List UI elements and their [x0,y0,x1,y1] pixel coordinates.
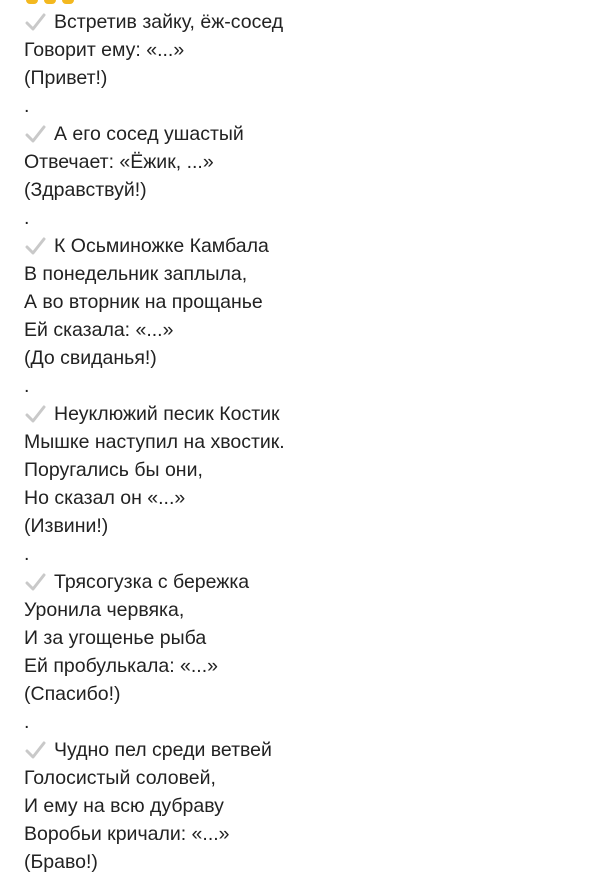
stanza-line: И за угощенье рыба [24,627,207,649]
stanza-separator-dot: . [24,711,30,733]
poem-text [24,8,590,876]
stanza-line: Ей сказала: «...» [24,319,174,341]
stanza-separator-dot: . [24,375,30,397]
stanza-separator-dot: . [24,207,30,229]
check-mark-icon [24,739,46,761]
stanza-first-line [24,232,590,260]
stanza-line: В понедельник заплыла, [24,263,248,285]
stanza-first-line [24,568,590,596]
line-text: Трясогузка с бережка [54,571,250,593]
stanza-line: И ему на всю дубраву [24,795,224,817]
stanza-line: Отвечает: «Ёжик, ...» [24,151,214,173]
stanza [24,568,590,736]
emoji-row-cropped [26,0,74,4]
stanza-line: Воробьи кричали: «...» [24,823,230,845]
stanza-line: (Извини!) [24,515,109,537]
line-text: К Осьминожке Камбала [54,235,269,257]
stanza [24,232,590,400]
stanza-separator-dot: . [24,543,30,565]
stanza [24,736,590,876]
stanza-separator-dot: . [24,95,30,117]
check-mark-icon [24,571,46,593]
emoji-icon [26,0,38,4]
stanza-first-line [24,736,590,764]
stanza-line: Поругались бы они, [24,459,203,481]
stanza [24,120,590,232]
check-mark-icon [24,235,46,257]
emoji-icon [44,0,56,4]
check-mark-icon [24,403,46,425]
check-mark-icon [24,123,46,145]
line-text: Неуклюжий песик Костик [54,403,280,425]
stanza-line: Но сказал он «...» [24,487,186,509]
emoji-icon [62,0,74,4]
stanza-line: (Спасибо!) [24,683,121,705]
stanza-line: (Здравствуй!) [24,179,147,201]
check-mark-icon [24,11,46,33]
stanza-line: А во вторник на прощанье [24,291,263,313]
stanza-line: (Браво!) [24,851,98,873]
stanza-first-line [24,120,590,148]
stanza-line: Говорит ему: «...» [24,39,185,61]
line-text: А его сосед ушастый [54,123,244,145]
stanza-line: Ей пробулькала: «...» [24,655,218,677]
stanza [24,400,590,568]
stanza-line: Голосистый соловей, [24,767,216,789]
stanza-line: (Привет!) [24,67,108,89]
line-text: Чудно пел среди ветвей [54,739,272,761]
stanza-line: Уронила червяка, [24,599,185,621]
stanza-first-line [24,400,590,428]
stanza-first-line [24,8,590,36]
line-text: Встретив зайку, ёж-сосед [54,11,284,33]
stanza-line: Мышке наступил на хвостик. [24,431,285,453]
stanza [24,8,590,120]
stanza-line: (До свиданья!) [24,347,157,369]
